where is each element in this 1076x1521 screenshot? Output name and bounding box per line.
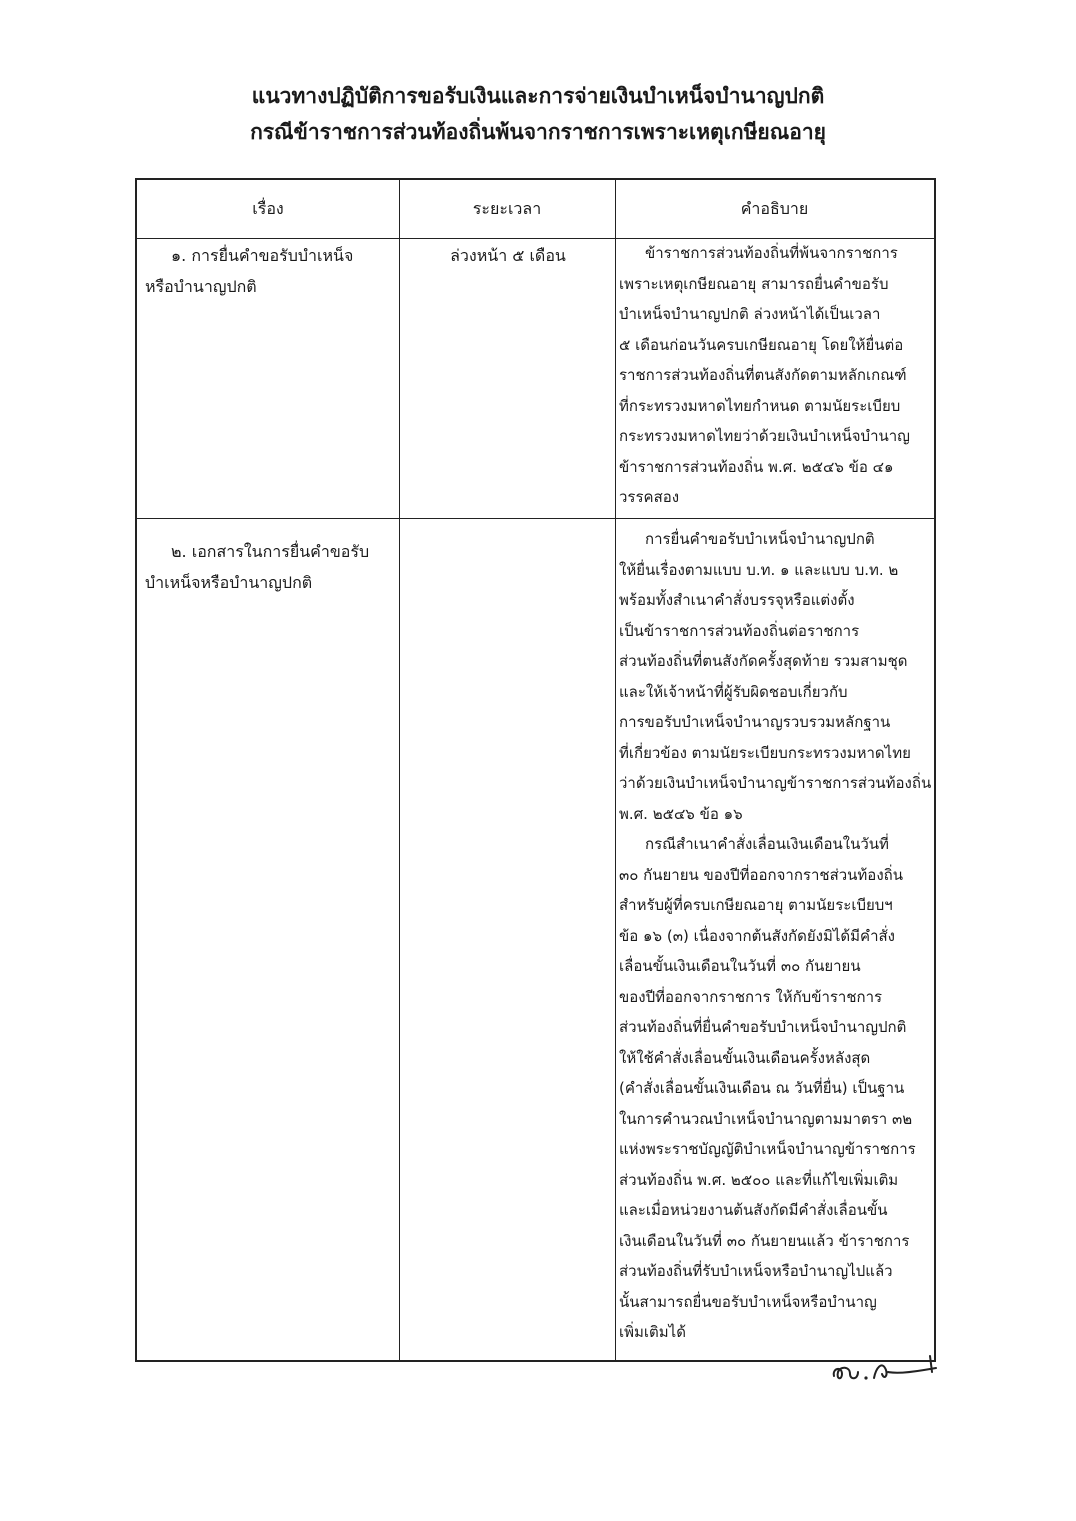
row-divider	[137, 518, 934, 519]
title-line-1: แนวทางปฏิบัติการขอรับเงินและการจ่ายเงินบำเหน็จบำนาญปกติ	[251, 84, 825, 108]
description-line: (คำสั่งเลื่อนขั้นเงินเดือน ณ วันที่ยื่น) เป็นฐาน	[619, 1079, 905, 1097]
description-line: ส่วนท้องถิ่น พ.ศ. ๒๕๐๐ และที่แก้ไขเพิ่มเติม	[619, 1170, 899, 1189]
description-line: ข้าราชการส่วนท้องถิ่นที่พ้นจากราชการ	[645, 244, 898, 262]
column-divider-1	[399, 180, 400, 1360]
description-line: กรณีสำเนาคำสั่งเลื่อนเงินเดือนในวันที่	[645, 835, 889, 853]
description-line: ของปีที่ออกจากราชการ ให้กับข้าราชการ	[619, 987, 883, 1006]
description-line: เป็นข้าราชการส่วนท้องถิ่นต่อราชการ	[619, 621, 860, 640]
description-line: ๕ เดือนก่อนวันครบเกษียณอายุ โดยให้ยื่นต่อ	[619, 335, 904, 354]
description-line: นั้นสามารถยื่นขอรับบำเหน็จหรือบำนาญ	[619, 1292, 877, 1311]
description-line: พ.ศ. ๒๕๔๖ ข้อ ๑๖	[619, 804, 743, 823]
description-line: เพราะเหตุเกษียณอายุ สามารถยื่นคำขอรับ	[619, 274, 889, 293]
description-line: ส่วนท้องถิ่นที่รับบำเหน็จหรือบำนาญไปแล้ว	[619, 1262, 893, 1280]
description-line: ให้ใช้คำสั่งเลื่อนขั้นเงินเดือนครั้งหลังสุด	[619, 1048, 871, 1067]
page-title	[0, 78, 1076, 150]
guideline-table	[135, 178, 936, 1362]
description-line: ข้อ ๑๖ (๓) เนื่องจากต้นสังกัดยังมิได้มีคำสั่ง	[619, 926, 895, 945]
description-line: การยื่นคำขอรับบำเหน็จบำนาญปกติ	[645, 530, 875, 548]
description-line: ที่กระทรวงมหาดไทยกำหนด ตามนัยระเบียบ	[619, 396, 901, 415]
description-line: การขอรับบำเหน็จบำนาญรวบรวมหลักฐาน	[619, 713, 891, 731]
description-line: ส่วนท้องถิ่นที่ตนสังกัดครั้งสุดท้าย รวมสามชุด	[619, 652, 908, 670]
column-divider-2	[615, 180, 616, 1360]
description-line: สำหรับผู้ที่ครบเกษียณอายุ ตามนัยระเบียบฯ	[619, 896, 893, 914]
row-1-description	[619, 238, 933, 513]
row-2-topic	[145, 536, 397, 598]
description-line: ให้ยื่นเรื่องตามแบบ บ.ท. ๑ และแบบ บ.ท. ๒	[619, 560, 899, 579]
row-1-topic-line: หรือบำนาญปกติ	[145, 277, 257, 296]
row-1-topic	[145, 240, 397, 302]
description-line: กระทรวงมหาดไทยว่าด้วยเงินบำเหน็จบำนาญ	[619, 427, 910, 445]
description-line: ข้าราชการส่วนท้องถิ่น พ.ศ. ๒๕๔๖ ข้อ ๔๑	[619, 457, 894, 476]
description-line: วรรคสอง	[619, 488, 680, 506]
signature	[828, 1350, 948, 1386]
header-period: ระยะเวลา	[472, 199, 542, 218]
row-2-description	[619, 524, 933, 1348]
header-topic: เรื่อง	[252, 199, 284, 218]
description-line: ราชการส่วนท้องถิ่นที่ตนสังกัดตามหลักเกณฑ์	[619, 366, 907, 384]
row-1-period: ล่วงหน้า ๕ เดือน	[450, 246, 566, 265]
row-1-topic-line: ๑. การยื่นคำขอรับบำเหน็จ	[171, 246, 354, 265]
description-line: ว่าด้วยเงินบำเหน็จบำนาญข้าราชการส่วนท้องถิ่น	[619, 774, 932, 792]
description-line: ที่เกี่ยวข้อง ตามนัยระเบียบกระทรวงมหาดไทย	[619, 743, 911, 762]
description-line: ในการคำนวณบำเหน็จบำนาญตามมาตรา ๓๒	[619, 1109, 913, 1128]
description-line: ส่วนท้องถิ่นที่ยื่นคำขอรับบำเหน็จบำนาญปกติ	[619, 1018, 907, 1036]
title-line-2: กรณีข้าราชการส่วนท้องถิ่นพ้นจากราชการเพราะเหตุเกษียณอายุ	[250, 120, 826, 144]
description-line: ๓๐ กันยายน ของปีที่ออกจากราชส่วนท้องถิ่น	[619, 865, 903, 884]
description-line: และให้เจ้าหน้าที่ผู้รับผิดชอบเกี่ยวกับ	[619, 682, 848, 701]
description-line: พร้อมทั้งสำเนาคำสั่งบรรจุหรือแต่งตั้ง	[619, 591, 855, 609]
description-line: เลื่อนขั้นเงินเดือนในวันที่ ๓๐ กันยายน	[619, 957, 861, 975]
row-2-topic-line: บำเหน็จหรือบำนาญปกติ	[145, 573, 313, 592]
header-description: คำอธิบาย	[740, 199, 809, 218]
row-2-topic-line: ๒. เอกสารในการยื่นคำขอรับ	[171, 542, 370, 561]
description-line: เงินเดือนในวันที่ ๓๐ กันยายนแล้ว ข้าราชการ	[619, 1231, 910, 1250]
description-line: บำเหน็จบำนาญปกติ ล่วงหน้าได้เป็นเวลา	[619, 305, 881, 323]
description-line: เพิ่มเติมได้	[619, 1323, 686, 1341]
description-line: และเมื่อหน่วยงานต้นสังกัดมีคำสั่งเลื่อนขั้น	[619, 1201, 888, 1219]
description-line: แห่งพระราชบัญญัติบำเหน็จบำนาญข้าราชการ	[619, 1140, 916, 1158]
